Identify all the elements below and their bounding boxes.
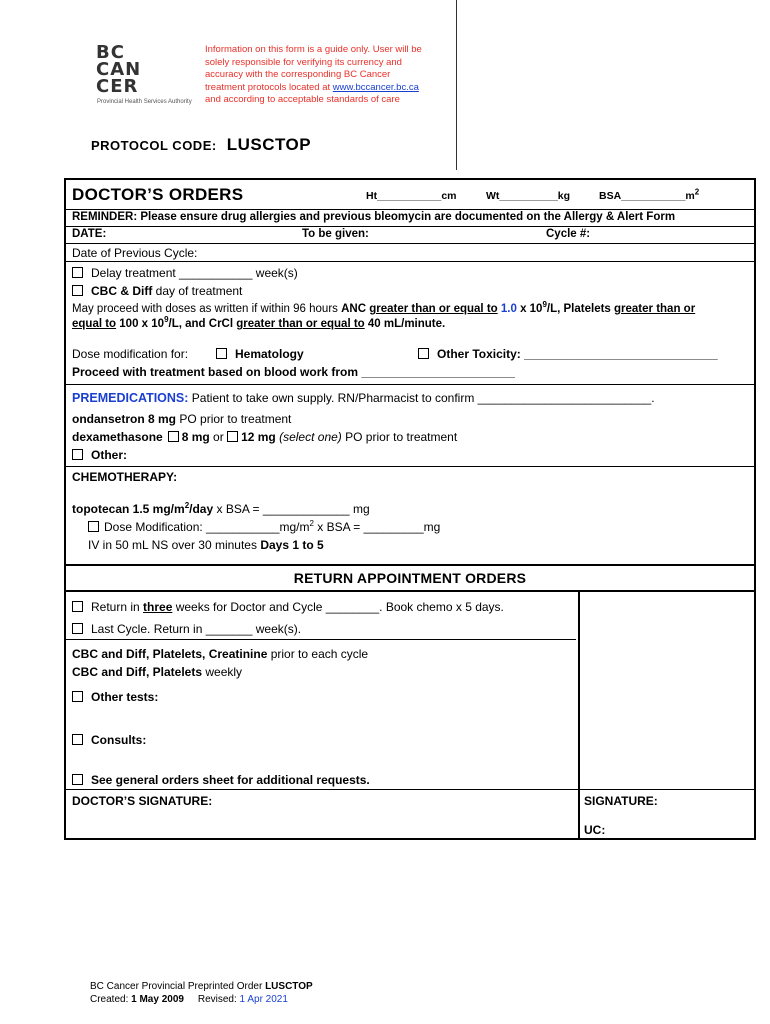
doctors-orders-title: DOCTOR’S ORDERS	[72, 185, 244, 204]
other-toxicity-checkbox[interactable]	[418, 348, 429, 359]
previous-cycle-label[interactable]: Date of Previous Cycle:	[72, 246, 198, 260]
premed-other-checkbox[interactable]	[72, 449, 83, 460]
signature-label[interactable]: SIGNATURE:	[584, 794, 658, 808]
bsa-field[interactable]: $BSA\_\_\_\_\_\_\_\_\_\_\_m^2$	[599, 187, 700, 202]
bc-cancer-logo: BC CAN CER	[96, 42, 142, 97]
cycle-label[interactable]: Cycle #:	[546, 228, 591, 240]
right-column-divider	[578, 592, 580, 838]
general-orders[interactable]: See general orders sheet for additional requests.	[72, 773, 370, 787]
return-in-three-weeks[interactable]: Return in three weeks for Doctor and Cycle ________. Book chemo x 5 days.	[72, 600, 504, 614]
premedications: PREMEDICATIONS: Patient to take own supply. RN/Pharmacist to confirm __________________________.	[72, 391, 655, 405]
dose-modification-label: Dose modification for:	[72, 347, 189, 361]
to-be-given-label[interactable]: To be given:	[302, 228, 369, 240]
dexamethasone: dexamethasone 8 mg or 12 mg (select one) PO prior to treatment	[72, 430, 458, 444]
iv-instructions: IV in 50 mL NS over 30 minutes Days 1 to 5	[88, 538, 324, 552]
dexa-8mg-checkbox[interactable]	[168, 431, 179, 442]
proceed-criteria-line1: May proceed with doses as written if within 96 hours ANC greater than or equal to 1.0 x $10^9/L$, Platelets greater than or	[72, 300, 696, 315]
hematology-checkbox[interactable]	[216, 348, 227, 359]
height-field[interactable]: Ht___________cm	[366, 190, 457, 202]
bccancer-link[interactable]: www.bccancer.bc.ca	[332, 81, 419, 93]
cbc-prior-each-cycle: CBC and Diff, Platelets, Creatinine prior to each cycle	[72, 647, 369, 661]
topotecan-dose[interactable]: topotecan 1.5 $mg/m^2$/day x BSA = _____________ mg	[72, 501, 370, 516]
premed-other[interactable]: Other:	[72, 448, 127, 462]
logo-subtitle: Provincial Health Services Authority	[97, 99, 192, 105]
delay-checkbox[interactable]	[72, 267, 83, 278]
cbc-diff[interactable]: CBC & Diff day of treatment	[72, 284, 242, 298]
uc-label[interactable]: UC:	[584, 823, 606, 837]
hematology-option[interactable]: Hematology	[216, 347, 304, 361]
dose-mod-checkbox[interactable]	[88, 521, 99, 532]
consults-checkbox[interactable]	[72, 734, 83, 745]
proceed-blood-work[interactable]: Proceed with treatment based on blood work from _______________________	[72, 365, 515, 379]
last-cycle[interactable]: Last Cycle. Return in _______ week(s).	[72, 622, 301, 636]
consults[interactable]: Consults:	[72, 733, 146, 747]
general-orders-checkbox[interactable]	[72, 774, 83, 785]
cbc-weekly: CBC and Diff, Platelets weekly	[72, 665, 243, 679]
cbc-checkbox[interactable]	[72, 285, 83, 296]
dexa-12mg-checkbox[interactable]	[227, 431, 238, 442]
protocol-code: PROTOCOL CODE: LUSCTOP	[91, 135, 312, 154]
other-tests[interactable]: Other tests:	[72, 690, 158, 704]
reminder: REMINDER: Please ensure drug allergies and previous bleomycin are documented on the Allergy & Alert Form	[72, 211, 676, 223]
other-toxicity-option[interactable]: Other Toxicity: _____________________________	[418, 347, 718, 361]
weight-field[interactable]: Wt__________kg	[486, 190, 571, 202]
date-label[interactable]: DATE:	[72, 228, 107, 240]
other-tests-checkbox[interactable]	[72, 691, 83, 702]
proceed-criteria-line2: equal to 100 x $10^9/L$, and CrCl greater than or equal to 40 mL/minute.	[72, 315, 446, 330]
delay-treatment[interactable]: Delay treatment ___________ week(s)	[72, 266, 298, 280]
topotecan-dose-modification[interactable]: Dose Modification: $\_\_\_\_\_\_\_\_\_\_\_mg/m^2$ x BSA = _________mg	[88, 520, 440, 534]
return-checkbox[interactable]	[72, 601, 83, 612]
footer: BC Cancer Provincial Preprinted Order LUSCTOP Created: 1 May 2009 Revised: 1 Apr 2021	[90, 981, 313, 1005]
doctors-signature[interactable]: DOCTOR’S SIGNATURE:	[72, 794, 213, 808]
disclaimer-notice: Information on this form is a guide only. User will be solely responsible for verifying its currency and accuracy with the corresponding BC Cancer treatment protocols located at www.bccancer.bc.ca and according to acceptable standards of care	[205, 44, 422, 106]
ondansetron: ondansetron 8 mg PO prior to treatment	[72, 412, 292, 426]
last-cycle-checkbox[interactable]	[72, 623, 83, 634]
return-appointment-title: RETURN APPOINTMENT ORDERS	[293, 570, 527, 586]
orders-form	[64, 178, 756, 840]
chemotherapy-label: CHEMOTHERAPY:	[72, 470, 178, 484]
header-divider	[456, 0, 457, 170]
